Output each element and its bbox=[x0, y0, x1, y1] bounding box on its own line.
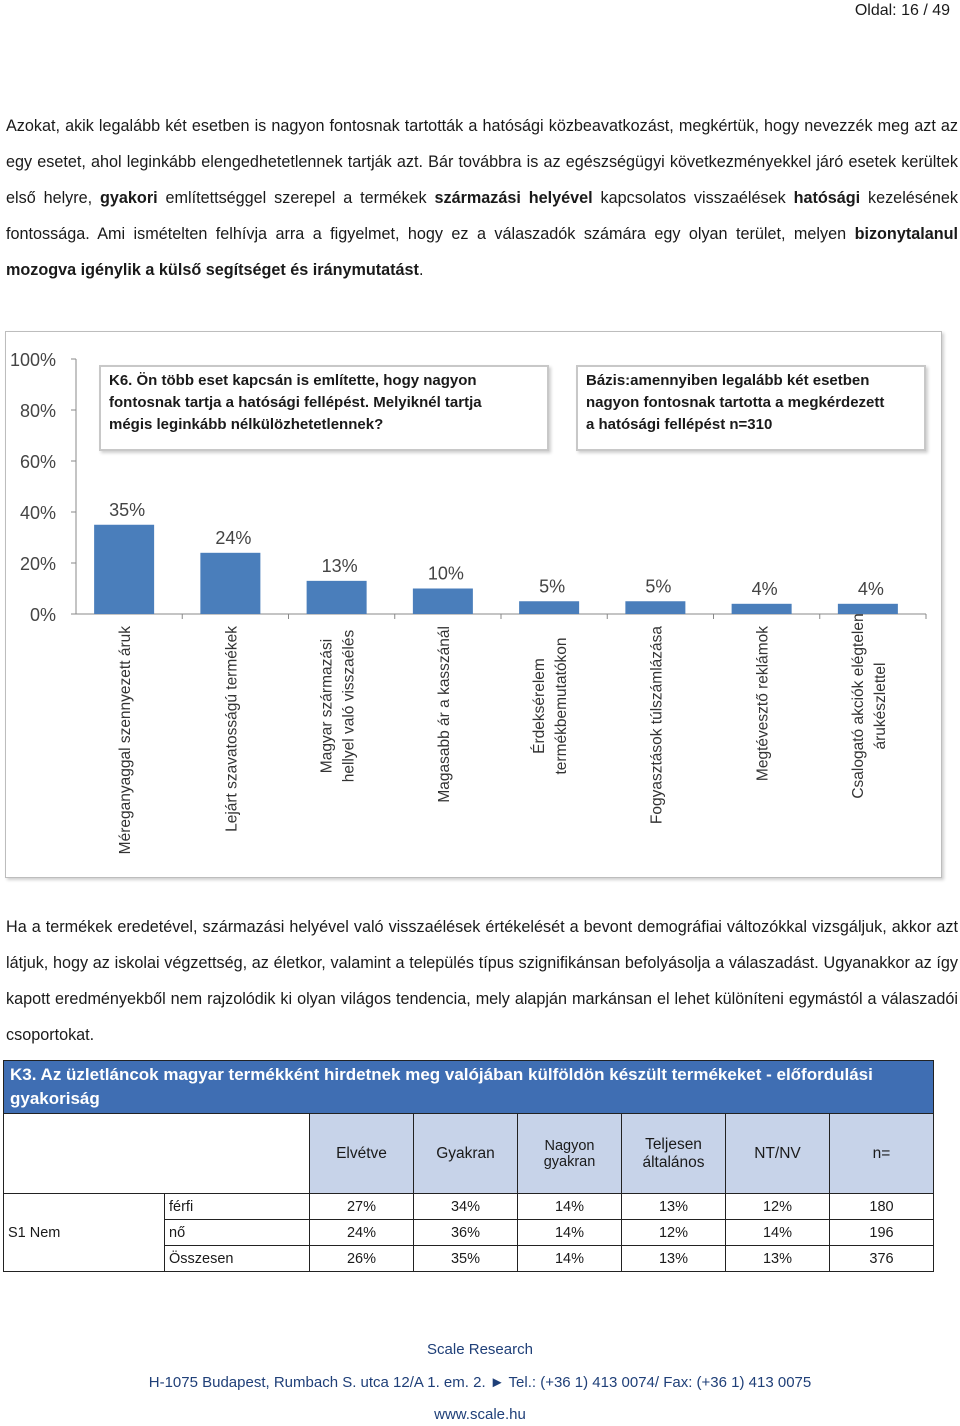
table-cell: 26% bbox=[310, 1246, 414, 1272]
bar bbox=[413, 589, 473, 615]
table-title-row bbox=[4, 1061, 934, 1114]
category-label: Méreganyaggal szennyezett áruk bbox=[117, 626, 135, 855]
bar-value-label: 4% bbox=[857, 578, 884, 599]
base-line: Bázis:amennyiben legalább két esetben bbox=[586, 372, 870, 389]
category-label: termékbemutatókon bbox=[553, 637, 571, 775]
bar-value-label: 13% bbox=[321, 555, 358, 576]
header-cell: Nagyon gyakran bbox=[518, 1114, 622, 1194]
y-tick-label: 60% bbox=[19, 452, 56, 472]
analysis-paragraph: Ha a termékek eredetével, származási helyével való visszaélések értékelését a bevont demográfiai változókkal vizsgáljuk, akkor azt látjuk, hogy az iskolai végzettség, az életkor, valamint a település típus szignifikánsan befolyásolja a válaszadást. Ugyanakkor az így kapott eredményekből nem rajzolódik ki olyan világos tendencia, mely alapján markánsan el lehet különíteni egymástól a válaszadói csoportokat. bbox=[6, 918, 958, 1044]
bar bbox=[307, 581, 367, 614]
k3-table bbox=[3, 1060, 934, 1272]
table-cell: 14% bbox=[518, 1246, 622, 1272]
table-cell: 13% bbox=[622, 1246, 726, 1272]
question-line: mégis leginkább nélkülözhetetlennek? bbox=[109, 416, 384, 433]
bar bbox=[732, 604, 792, 614]
row-label: Összesen bbox=[165, 1246, 310, 1272]
table-title: K3. Az üzletláncok magyar termékként hirdetnek meg valójában külföldön készült termékeket - előfordulási gyakoriság bbox=[4, 1061, 934, 1114]
table-cell: 36% bbox=[414, 1220, 518, 1246]
intro-bold-2: származási helyével bbox=[434, 189, 593, 207]
y-tick-label: 100% bbox=[9, 350, 56, 370]
y-tick-label: 0% bbox=[29, 605, 56, 625]
category-label: Érdeksérelem bbox=[531, 658, 549, 754]
intro-bold-3: hatósági bbox=[793, 189, 861, 207]
bar-value-label: 35% bbox=[109, 499, 146, 520]
bar bbox=[94, 525, 154, 614]
bar bbox=[200, 553, 260, 614]
bar bbox=[519, 601, 579, 614]
table-header-row bbox=[4, 1114, 934, 1194]
footer-website[interactable]: www.scale.hu bbox=[434, 1406, 526, 1423]
bar-value-label: 5% bbox=[539, 576, 566, 597]
bar-value-label: 4% bbox=[751, 578, 778, 599]
category-label: Fogyasztások túlszámlázása bbox=[648, 626, 666, 825]
category-label: Megtévesztő reklámok bbox=[754, 626, 772, 782]
header-cell: Elvétve bbox=[310, 1114, 414, 1194]
intro-bold-4: bizonytalanul mozogva igénylik a külső segítséget és iránymutatást bbox=[6, 225, 958, 279]
table-cell: 27% bbox=[310, 1194, 414, 1220]
category-label: hellyel való visszaélés bbox=[340, 629, 358, 783]
bar-value-label: 10% bbox=[427, 563, 464, 584]
table-cell: 24% bbox=[310, 1220, 414, 1246]
header-cell: n= bbox=[830, 1114, 934, 1194]
footer-company: Scale Research bbox=[427, 1341, 533, 1358]
table-cell: 376 bbox=[830, 1246, 934, 1272]
base-line: nagyon fontosnak tartotta a megkérdezett bbox=[586, 394, 885, 411]
table-cell: 14% bbox=[726, 1220, 830, 1246]
row-label: nő bbox=[165, 1220, 310, 1246]
row-label: férfi bbox=[165, 1194, 310, 1220]
table-cell: 12% bbox=[726, 1194, 830, 1220]
bar bbox=[625, 601, 685, 614]
base-line: a hatósági fellépést n=310 bbox=[586, 416, 773, 433]
question-line: K6. Ön több eset kapcsán is említette, hogy nagyon bbox=[109, 372, 477, 389]
intro-text-2: említettséggel szerepel a termékek bbox=[157, 189, 435, 207]
base-box bbox=[576, 365, 926, 451]
intro-bold-1: gyakori bbox=[100, 189, 158, 207]
category-label: Csalogató akciók elégtelen bbox=[849, 613, 867, 799]
table-cell: 12% bbox=[622, 1220, 726, 1246]
category-label: Magasabb ár a kasszánál bbox=[435, 626, 453, 803]
table-cell: 14% bbox=[518, 1194, 622, 1220]
intro-text-5: . bbox=[418, 261, 424, 279]
category-label: Magyar származási bbox=[318, 638, 336, 774]
intro-text-1: Azokat, akik legalább két esetben is nagyon fontosnak tartották a hatósági közbeavatkozást, megkértük, hogy nevezzék meg azt az egy esetet, ahol leginkább elengedhetetlennek tartják azt. Bár továbbra is az egészségügyi következményekkel járó esetek kerültek első helyre, bbox=[6, 117, 958, 207]
table-row bbox=[4, 1194, 934, 1220]
footer-address: H-1075 Budapest, Rumbach S. utca 12/A 1. em. 2. ► Tel.: (+36 1) 413 0074/ Fax: (+36 1) 413 0075 bbox=[148, 1374, 812, 1391]
bar-value-label: 24% bbox=[215, 527, 252, 548]
intro-paragraph bbox=[6, 108, 958, 288]
category-label: árukészlettel bbox=[871, 662, 889, 750]
y-tick-label: 40% bbox=[19, 503, 56, 523]
y-tick-label: 80% bbox=[19, 401, 56, 421]
bar-chart bbox=[5, 331, 942, 878]
header-cell: Teljesen általános bbox=[622, 1114, 726, 1194]
table-cell: 34% bbox=[414, 1194, 518, 1220]
bar-value-label: 5% bbox=[645, 576, 672, 597]
category-label: Lejárt szavatosságú termékek bbox=[223, 626, 241, 832]
table-cell: 180 bbox=[830, 1194, 934, 1220]
table-cell: 14% bbox=[518, 1220, 622, 1246]
header-cell: Gyakran bbox=[414, 1114, 518, 1194]
intro-text-4: kezelésének fontossága. Ami ismételten felhívja arra a figyelmet, hogy ez a válaszadók számára egy olyan terület, melyen bbox=[6, 189, 958, 243]
table-cell: 13% bbox=[726, 1246, 830, 1272]
table-cell: 35% bbox=[414, 1246, 518, 1272]
page-number: Oldal: 16 / 49 bbox=[854, 2, 950, 19]
intro-text-3: kapcsolatos visszaélések bbox=[592, 189, 794, 207]
table-corner bbox=[4, 1114, 310, 1194]
table-cell: 196 bbox=[830, 1220, 934, 1246]
bar bbox=[838, 604, 898, 614]
question-box bbox=[99, 365, 549, 451]
y-tick-label: 20% bbox=[19, 554, 56, 574]
question-line: fontosnak tartja a hatósági fellépést. Melyiknél tartja bbox=[109, 394, 482, 411]
header-cell: NT/NV bbox=[726, 1114, 830, 1194]
group-label: S1 Nem bbox=[4, 1194, 165, 1272]
table-cell: 13% bbox=[622, 1194, 726, 1220]
